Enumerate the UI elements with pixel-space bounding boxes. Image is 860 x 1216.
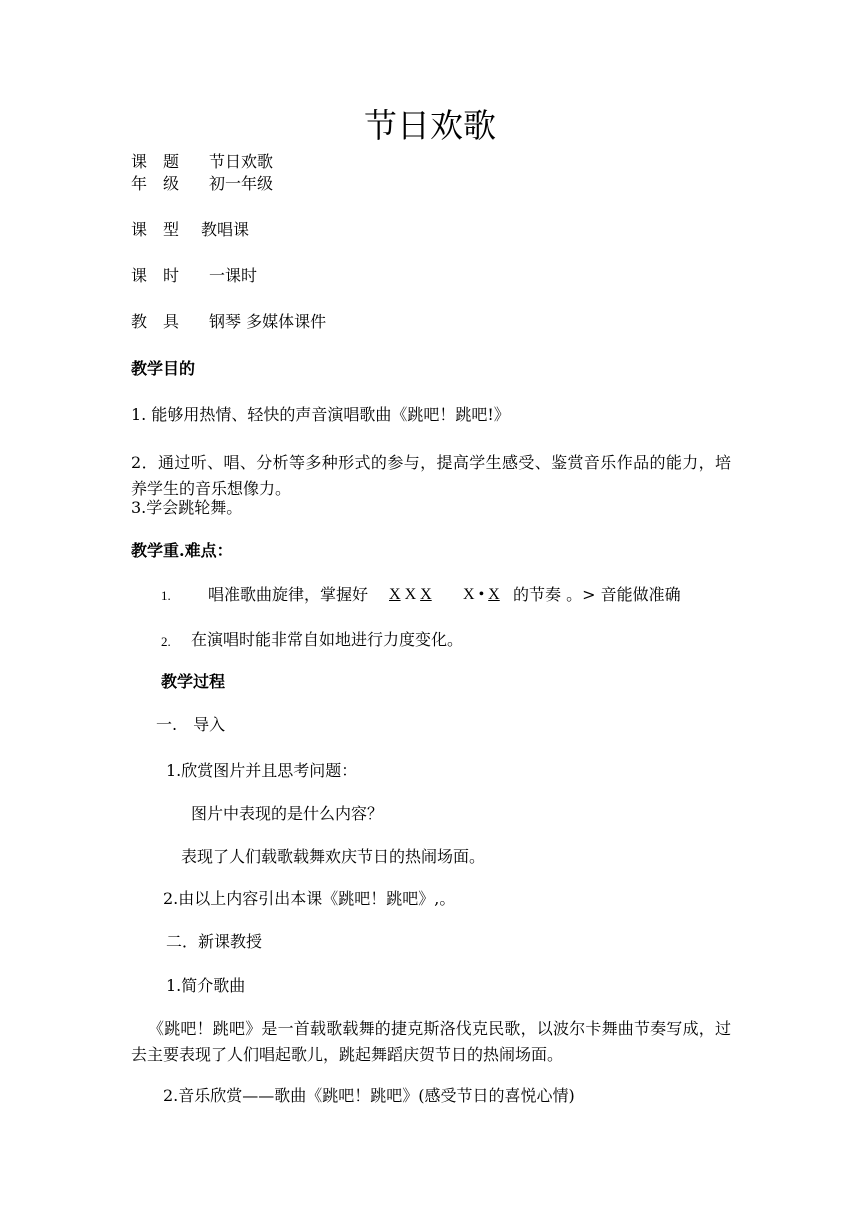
rhythm-pattern-2 xyxy=(463,584,500,606)
section-1-item-1: 1.欣赏图片并且思考问题： xyxy=(166,761,358,780)
time-label: 课 时 xyxy=(131,266,180,285)
section-2-heading: 二．新课教授 xyxy=(166,932,263,951)
time-value: 一课时 xyxy=(209,266,258,285)
section-2-item-1: 1.简介歌曲 xyxy=(166,976,246,995)
objectives-heading: 教学目的 xyxy=(131,359,196,378)
objective-item-3: 3.学会跳轮舞。 xyxy=(131,498,243,517)
section-1-answer: 表现了人们载歌载舞欢庆节日的热闹场面。 xyxy=(181,847,486,866)
key-point-2-text: 在演唱时能非常自如地进行力度变化。 xyxy=(191,630,464,649)
rhythm-note: X xyxy=(404,586,417,603)
rhythm-note: X xyxy=(488,586,500,603)
key-point-2-number: 2. xyxy=(161,634,171,649)
objective-item-2: 2．通过听、唱、分析等多种形式的参与，提高学生感受、鉴赏音乐作品的能力，培养学生的音乐想像力。 xyxy=(131,453,731,498)
page-title: 节日欢歌 xyxy=(364,106,496,145)
process-heading: 教学过程 xyxy=(161,672,226,691)
rhythm-note: X xyxy=(420,586,432,603)
section-1-heading: 一. 导入 xyxy=(156,715,226,734)
rhythm-note: X xyxy=(389,586,401,603)
objective-item-1: 1. 能够用热情、轻快的声音演唱歌曲《跳吧！跳吧!》 xyxy=(131,405,510,424)
type-value: 教唱课 xyxy=(201,220,250,239)
grade-value: 初一年级 xyxy=(209,174,274,193)
key-point-1-tail: 的节奏 。> 音能做准确 xyxy=(513,585,681,604)
type-label: 课 型 xyxy=(131,220,180,239)
tools-value: 钢琴 多媒体课件 xyxy=(209,312,327,331)
section-1-question: 图片中表现的是什么内容？ xyxy=(191,804,384,823)
rhythm-dot: • xyxy=(478,586,485,603)
section-2-intro: 《跳吧！跳吧》是一首载歌载舞的捷克斯洛伐克民歌，以波尔卡舞曲节奏写成，过去主要表现了人们唱起歌儿，跳起舞蹈庆贺节日的热闹场面。 xyxy=(131,1019,731,1064)
key-point-1-number: 1. xyxy=(161,588,171,603)
grade-label: 年 级 xyxy=(131,174,180,193)
topic-label: 课 题 xyxy=(131,152,180,171)
section-1-item-2: 2.由以上内容引出本课《跳吧！跳吧》,。 xyxy=(163,889,456,908)
key-point-1-text: 唱准歌曲旋律，掌握好 xyxy=(208,585,369,604)
rhythm-note: X xyxy=(463,586,475,603)
section-2-item-2: 2.音乐欣赏——歌曲《跳吧！跳吧》(感受节日的喜悦心情) xyxy=(163,1086,575,1105)
rhythm-pattern-1 xyxy=(389,584,432,606)
topic-value: 节日欢歌 xyxy=(209,152,274,171)
key-points-heading: 教学重.难点： xyxy=(131,541,233,560)
tools-label: 教 具 xyxy=(131,312,180,331)
